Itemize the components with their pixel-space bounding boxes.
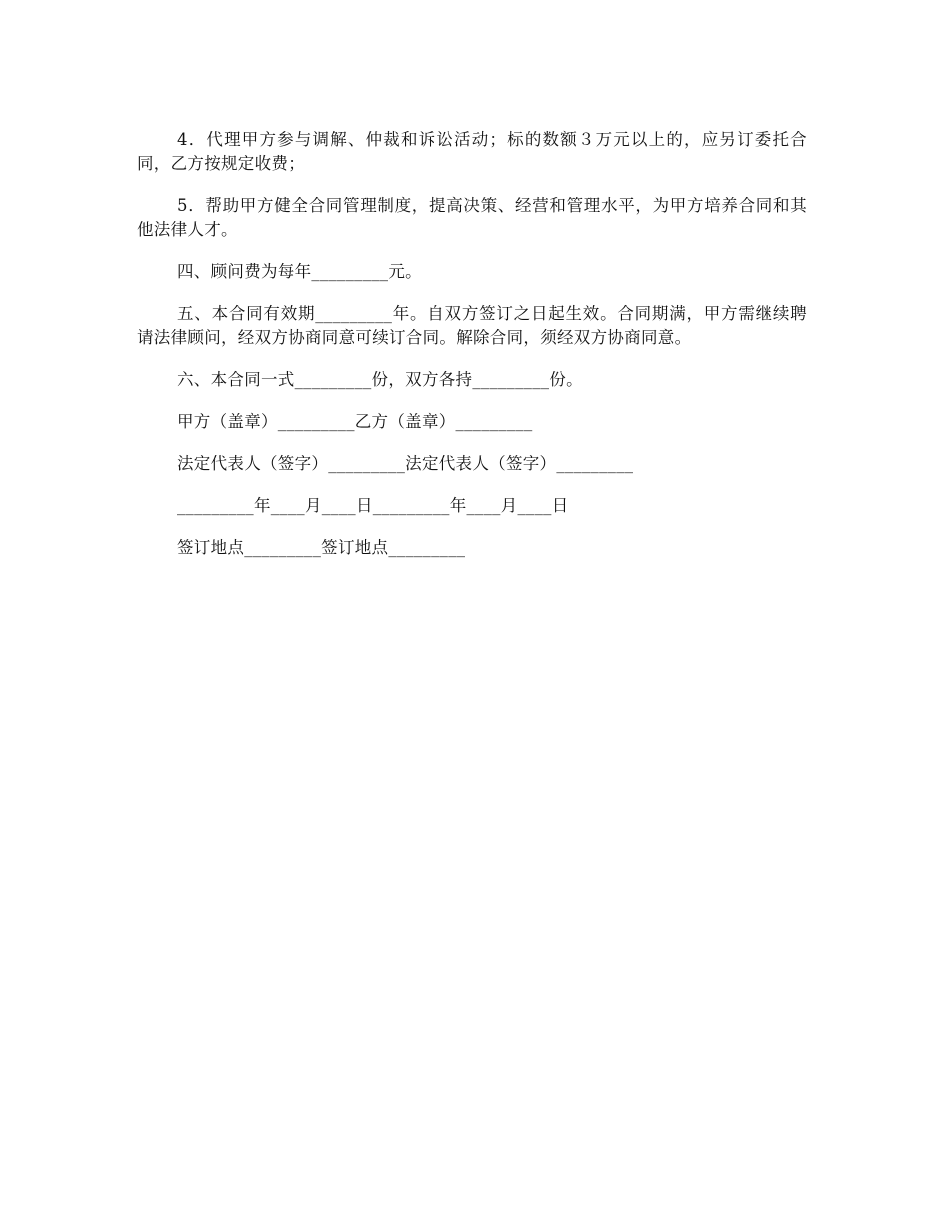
signature-line: 法定代表人（签字）_________法定代表人（签字）_________: [177, 454, 634, 473]
clause-5-paragraph: 5．帮助甲方健全合同管理制度，提高决策、经营和管理水平，为甲方培养合同和其他法律人才。: [137, 196, 807, 239]
fee-paragraph: 四、顾问费为每年_________元。: [177, 262, 422, 281]
document-page: [137, 128, 807, 578]
date-line: _________年____月____日_________年____月____日: [177, 496, 569, 515]
clause-4-paragraph: 4．代理甲方参与调解、仲裁和诉讼活动；标的数额３万元以上的，应另订委托合同，乙方按规定收费；: [137, 130, 807, 173]
copies-paragraph: 六、本合同一式_________份，双方各持_________份。: [177, 370, 583, 389]
seal-line: 甲方（盖章）_________乙方（盖章）_________: [177, 412, 533, 431]
term-paragraph: 五、本合同有效期_________年。自双方签订之日起生效。合同期满，甲方需继续聘请法律顾问，经双方协商同意可续订合同。解除合同，须经双方协商同意。: [137, 304, 807, 347]
signing-place-line: 签订地点_________签订地点_________: [177, 538, 466, 557]
